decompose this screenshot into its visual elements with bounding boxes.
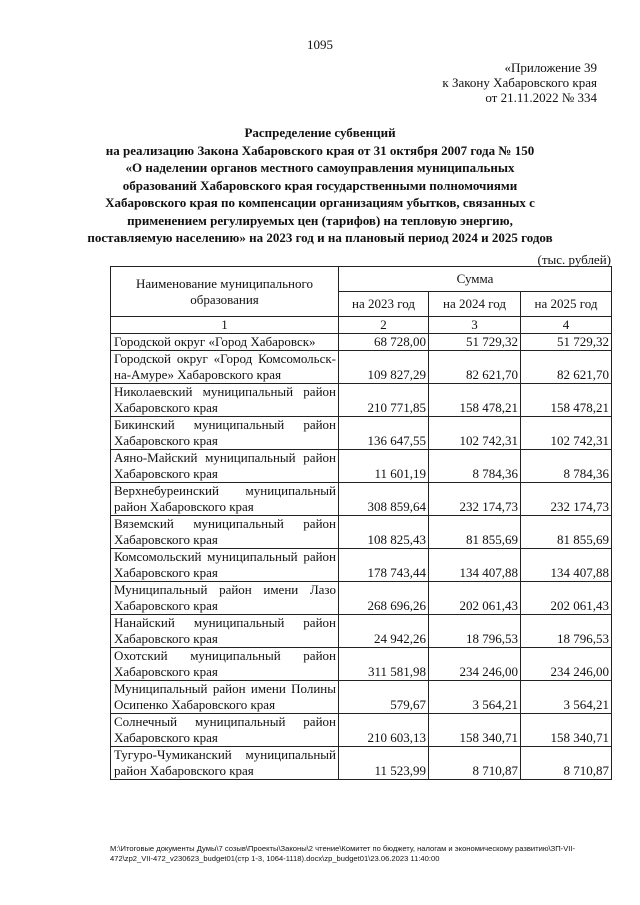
table-row — [111, 450, 612, 483]
amount-2023-cell: 136 647,55 — [339, 417, 429, 450]
column-number: 3 — [429, 317, 521, 334]
amount-2025-cell: 158 340,71 — [521, 714, 612, 747]
amount-2025-cell: 81 855,69 — [521, 516, 612, 549]
title-line: поставляемую населению» на 2023 год и на плановый период 2024 и 2025 годов — [87, 230, 553, 245]
title-line: применением регулируемых цен (тарифов) на тепловую энергию, — [127, 212, 513, 228]
amount-2023-cell: 178 743,44 — [339, 549, 429, 582]
title-line: Хабаровского края по компенсации организациям убытков, связанных с — [105, 195, 535, 210]
header-year-2024: на 2024 год — [429, 292, 521, 317]
amount-2024-cell: 82 621,70 — [429, 351, 521, 384]
amount-2025-cell: 234 246,00 — [521, 648, 612, 681]
amount-2023-cell: 68 728,00 — [339, 334, 429, 351]
table-row — [111, 483, 612, 516]
table-row — [111, 384, 612, 417]
amount-2024-cell: 134 407,88 — [429, 549, 521, 582]
amount-2024-cell: 18 796,53 — [429, 615, 521, 648]
municipality-name-cell: Комсомольский муниципальный район Хабаровского края — [111, 549, 339, 582]
table-row — [111, 681, 612, 714]
municipality-name-cell: Тугуро-Чумиканский муниципальный район Хабаровского края — [111, 747, 339, 780]
amount-2024-cell: 8 784,36 — [429, 450, 521, 483]
page-number: 1095 — [307, 37, 333, 52]
table-row — [111, 351, 612, 384]
amount-2025-cell: 51 729,32 — [521, 334, 612, 351]
amount-2024-cell: 202 061,43 — [429, 582, 521, 615]
amount-2024-cell: 234 246,00 — [429, 648, 521, 681]
municipality-name-cell: Вяземский муниципальный район Хабаровского края — [111, 516, 339, 549]
municipality-name-cell: Аяно-Майский муниципальный район Хабаровского края — [111, 450, 339, 483]
municipality-name-cell: Городской округ «Город Хабаровск» — [111, 334, 339, 351]
file-path-footer: M:\Итоговые документы Думы\7 созыв\Проекты\Законы\2 чтение\Комитет по бюджету, налогам и экономическому развитию\ЗП-VII-472\zp2_VII-472_v230623_budget01(стр 1-3, 1064-1118).docx\zp_budget01\23.06.2023 11:40:00 — [110, 844, 576, 863]
column-number-row — [111, 317, 612, 334]
table-row — [111, 648, 612, 681]
table-row — [111, 747, 612, 780]
amount-2024-cell: 102 742,31 — [429, 417, 521, 450]
units-label: (тыс. рублей) — [537, 252, 611, 267]
header-sum-cell: Сумма — [339, 267, 612, 292]
amount-2023-cell: 11 523,99 — [339, 747, 429, 780]
amount-2023-cell: 210 771,85 — [339, 384, 429, 417]
amount-2024-cell: 232 174,73 — [429, 483, 521, 516]
header-name-cell: Наименование муниципального образования — [111, 267, 339, 317]
amount-2025-cell: 232 174,73 — [521, 483, 612, 516]
title-line: «О наделении органов местного самоуправления муниципальных — [125, 160, 515, 175]
municipality-name-cell: Солнечный муниципальный район Хабаровского края — [111, 714, 339, 747]
amount-2024-cell: 8 710,87 — [429, 747, 521, 780]
header-year-2025: на 2025 год — [521, 292, 612, 317]
table-row — [111, 334, 612, 351]
header-row — [111, 267, 612, 292]
amount-2025-cell: 8 710,87 — [521, 747, 612, 780]
amount-2023-cell: 579,67 — [339, 681, 429, 714]
municipality-name-cell: Нанайский муниципальный район Хабаровского края — [111, 615, 339, 648]
amount-2023-cell: 108 825,43 — [339, 516, 429, 549]
amount-2025-cell: 8 784,36 — [521, 450, 612, 483]
table-row — [111, 549, 612, 582]
table-row — [111, 615, 612, 648]
title-line: на реализацию Закона Хабаровского края от 31 октября 2007 года № 150 — [105, 142, 535, 158]
appendix-reference — [442, 60, 597, 105]
amount-2024-cell: 158 340,71 — [429, 714, 521, 747]
amount-2024-cell: 51 729,32 — [429, 334, 521, 351]
appendix-line: к Закону Хабаровского края — [442, 75, 597, 90]
amount-2025-cell: 82 621,70 — [521, 351, 612, 384]
table-row — [111, 516, 612, 549]
amount-2025-cell: 102 742,31 — [521, 417, 612, 450]
municipality-name-cell: Охотский муниципальный район Хабаровского края — [111, 648, 339, 681]
appendix-line: «Приложение 39 — [504, 60, 597, 75]
amount-2025-cell: 202 061,43 — [521, 582, 612, 615]
amount-2023-cell: 24 942,26 — [339, 615, 429, 648]
amount-2023-cell: 308 859,64 — [339, 483, 429, 516]
municipality-name-cell: Муниципальный район имени Полины Осипенко Хабаровского края — [111, 681, 339, 714]
amount-2025-cell: 134 407,88 — [521, 549, 612, 582]
appendix-line: от 21.11.2022 № 334 — [485, 90, 597, 105]
table-row — [111, 714, 612, 747]
table-row — [111, 582, 612, 615]
municipality-name-cell: Бикинский муниципальный район Хабаровского края — [111, 417, 339, 450]
municipality-name-cell: Николаевский муниципальный район Хабаровского края — [111, 384, 339, 417]
amount-2024-cell: 158 478,21 — [429, 384, 521, 417]
municipality-name-cell: Городской округ «Город Комсомольск-на-Амуре» Хабаровского края — [111, 351, 339, 384]
title-line: образований Хабаровского края государственными полномочиями — [122, 177, 518, 193]
table-row — [111, 417, 612, 450]
amount-2024-cell: 81 855,69 — [429, 516, 521, 549]
municipality-name-cell: Муниципальный район имени Лазо Хабаровского края — [111, 582, 339, 615]
amount-2025-cell: 158 478,21 — [521, 384, 612, 417]
amount-2023-cell: 210 603,13 — [339, 714, 429, 747]
table-body — [111, 267, 612, 780]
subsidy-table — [110, 266, 612, 780]
amount-2023-cell: 311 581,98 — [339, 648, 429, 681]
amount-2023-cell: 11 601,19 — [339, 450, 429, 483]
amount-2023-cell: 268 696,26 — [339, 582, 429, 615]
title-line: Распределение субвенций — [244, 125, 396, 140]
header-year-2023: на 2023 год — [339, 292, 429, 317]
column-number: 2 — [339, 317, 429, 334]
amount-2024-cell: 3 564,21 — [429, 681, 521, 714]
column-number: 4 — [521, 317, 612, 334]
amount-2023-cell: 109 827,29 — [339, 351, 429, 384]
municipality-name-cell: Верхнебуреинский муниципальный район Хабаровского края — [111, 483, 339, 516]
amount-2025-cell: 3 564,21 — [521, 681, 612, 714]
amount-2025-cell: 18 796,53 — [521, 615, 612, 648]
document-title — [50, 124, 590, 247]
column-number: 1 — [111, 317, 339, 334]
